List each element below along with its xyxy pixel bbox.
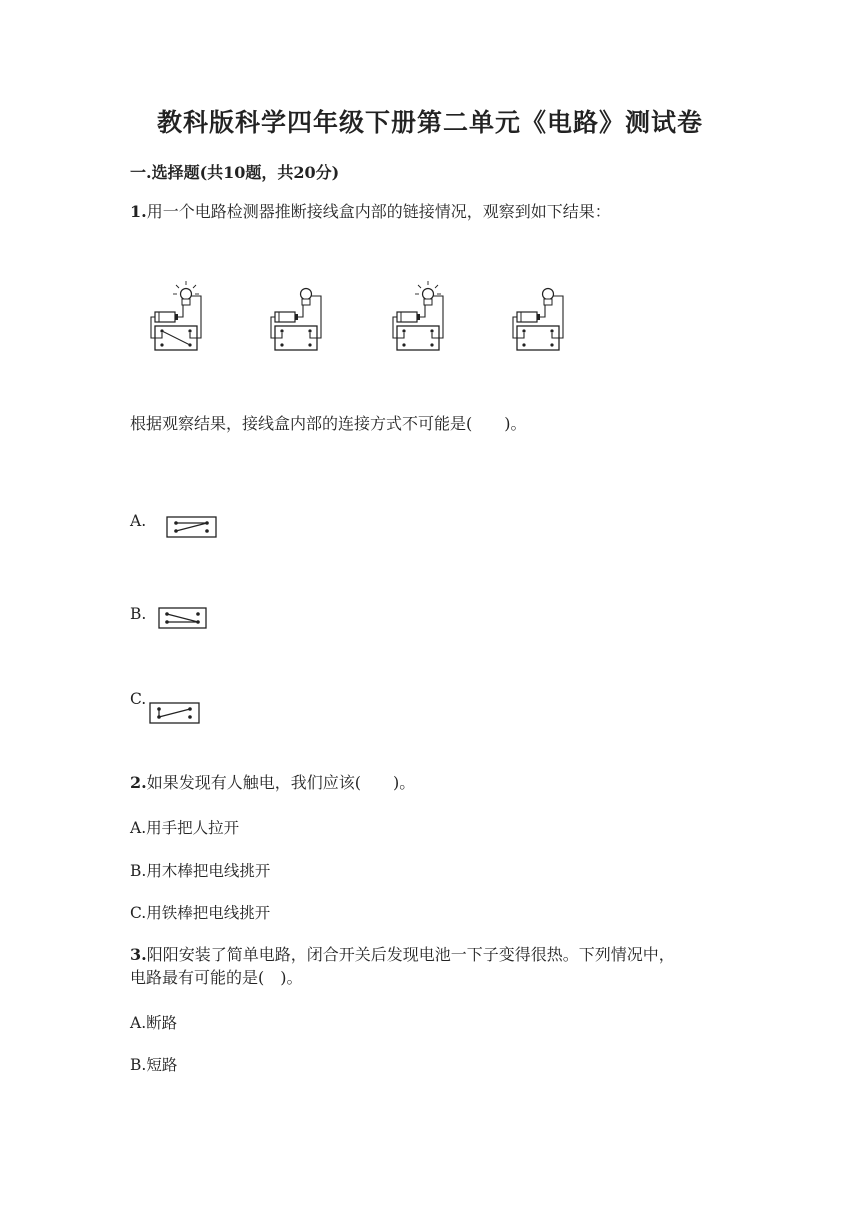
question-text: 如果发现有人触电，我们应该( )。 bbox=[146, 773, 416, 792]
option-2b: B.用木棒把电线挑开 bbox=[130, 862, 271, 880]
section-heading: 一.选择题(共10题，共20分) bbox=[130, 163, 340, 182]
question-1-followup: 根据观察结果，接线盒内部的连接方式不可能是( )。 bbox=[130, 414, 527, 433]
question-1 bbox=[130, 200, 611, 224]
option-2c: C.用铁棒把电线挑开 bbox=[130, 904, 271, 922]
question-3 bbox=[130, 943, 675, 967]
option-a-diagram bbox=[166, 516, 218, 538]
tester-figure-1 bbox=[151, 281, 201, 350]
option-2a: A.用手把人拉开 bbox=[130, 819, 240, 837]
question-text: 用一个电路检测器推断接线盒内部的链接情况，观察到如下结果： bbox=[146, 202, 611, 221]
question-2 bbox=[130, 771, 415, 795]
tester-figure-4 bbox=[513, 289, 563, 351]
tester-figure-2 bbox=[271, 289, 321, 351]
question-text-line-1: 阳阳安装了简单电路，闭合开关后发现电池一下子变得很热。下列情况中， bbox=[146, 945, 675, 964]
option-c-diagram bbox=[149, 702, 201, 724]
question-number: 2. bbox=[130, 773, 147, 792]
question-3-line-2: 电路最有可能的是( )。 bbox=[130, 968, 303, 987]
option-b-diagram bbox=[158, 607, 208, 629]
option-3b: B.短路 bbox=[130, 1056, 178, 1074]
page-title: 教科版科学四年级下册第二单元《电路》测试卷 bbox=[156, 108, 703, 137]
option-3a: A.断路 bbox=[130, 1014, 178, 1032]
question-number: 1. bbox=[130, 202, 147, 221]
option-c-label: C. bbox=[130, 690, 147, 708]
tester-figure-3 bbox=[393, 281, 443, 350]
circuit-tester-figures bbox=[145, 282, 585, 356]
option-a-label: A. bbox=[130, 512, 147, 530]
question-number: 3. bbox=[130, 945, 147, 964]
option-b-label: B. bbox=[130, 605, 147, 623]
